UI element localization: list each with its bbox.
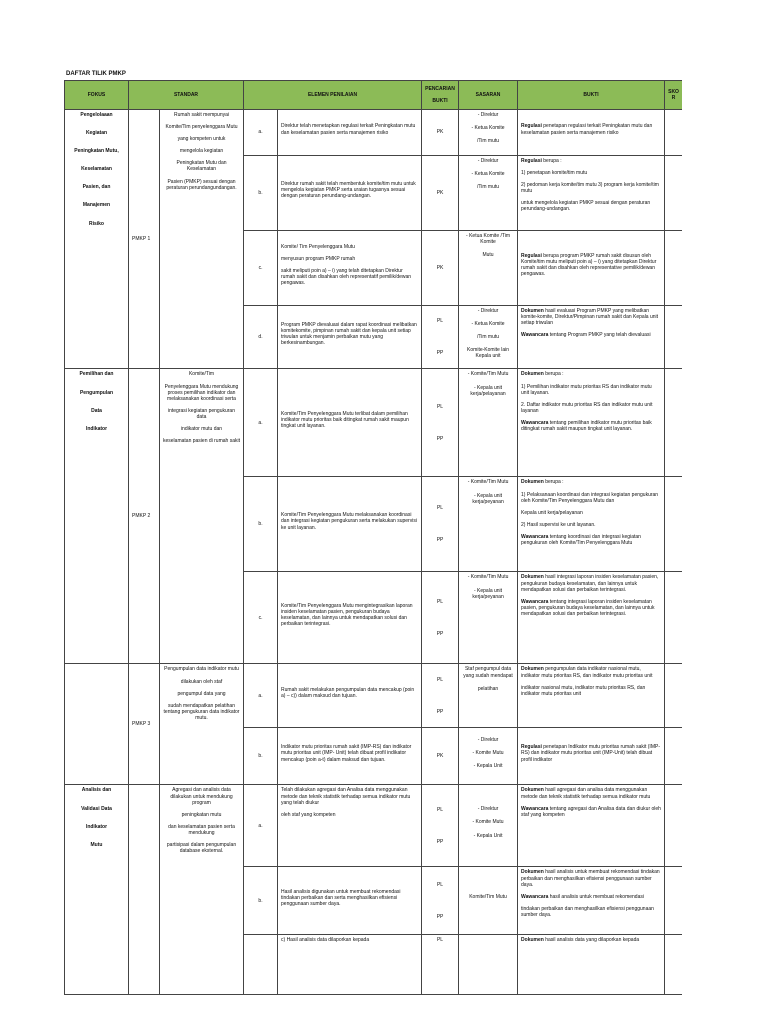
fokus-line: Data bbox=[91, 407, 102, 414]
pencarian-cell bbox=[422, 728, 459, 785]
standar-cell bbox=[160, 110, 244, 369]
fokus-line: Pengelolaaan bbox=[80, 112, 113, 118]
skor-cell[interactable] bbox=[665, 156, 682, 231]
header-pencarian-line2: BUKTI bbox=[432, 98, 448, 104]
bukti-text: hasil evaluasi Program PMKP yang melibatkan komite-komite, Direktur/Pimpinan rumah sakit dan Kepala unit setiap triwulan bbox=[521, 308, 659, 327]
bukti-text: tentang pemilihan indikator mutu prioritas baik ditingkat rumah sakit maupun tingkat unit layanan. bbox=[521, 419, 652, 433]
bukti-keyword: Wawancara bbox=[521, 533, 549, 540]
skor-cell[interactable] bbox=[665, 477, 682, 572]
pmkp-label: PMKP 3 bbox=[129, 664, 160, 785]
fokus-line: Pasien, dan bbox=[82, 184, 111, 191]
row-letter: a. bbox=[244, 785, 278, 867]
pencarian-cell bbox=[422, 369, 459, 477]
standar-cell bbox=[160, 369, 244, 664]
pencarian-code: PL bbox=[436, 806, 444, 813]
bukti-cell bbox=[518, 231, 665, 306]
skor-cell[interactable] bbox=[665, 867, 682, 935]
table-row bbox=[65, 785, 683, 867]
row-letter: b. bbox=[244, 477, 278, 572]
elemen-cell bbox=[278, 369, 422, 477]
bukti-text: hasil analisis untuk membuat rekomendasi bbox=[548, 893, 644, 900]
row-letter: b. bbox=[244, 156, 278, 231]
bukti-paragraph bbox=[521, 420, 661, 432]
sasaran-line: /Tim mutu bbox=[477, 138, 500, 145]
elemen-line: Indikator mutu prioritas rumah sakit (IMP-RS) dan indikator mutu prioritas unit (IMP- Unit) telah dibuat profil indikator mencakup (poin a-t) dalam maksud dan tujuan. bbox=[281, 744, 412, 763]
row-letter: a. bbox=[244, 110, 278, 156]
sasaran-line: - Kepala unit kerja/pelayanan bbox=[470, 384, 506, 397]
sasaran-cell bbox=[459, 110, 518, 156]
fokus-line: Pemilihan dan bbox=[79, 371, 114, 378]
pencarian-code: PP bbox=[436, 838, 444, 845]
bukti-keyword: Dokumen bbox=[521, 479, 544, 486]
table-row bbox=[65, 110, 683, 156]
bukti-text: hasil integrasi laporan insiden keselamatan pasien, pengukuran budaya keselamatan, dan lainnya untuk mendapatkan solusi dan perbaikan terintegrasi. bbox=[521, 574, 659, 593]
row-letter bbox=[244, 935, 278, 995]
pencarian-code: PL bbox=[436, 937, 444, 944]
pencarian-code: PL bbox=[436, 505, 444, 512]
bukti-cell bbox=[518, 572, 665, 664]
elemen-line: Telah dilakukan agregasi dan Analisa data menggunakan metode dan teknik statistik terhadap semua indikator mutu yang telah diukur bbox=[281, 787, 411, 806]
sasaran-line: Mutu bbox=[482, 252, 494, 259]
bukti-paragraph bbox=[521, 744, 661, 762]
row-letter: a. bbox=[244, 369, 278, 477]
pencarian-code: PP bbox=[436, 350, 444, 357]
bukti-text: tentang agregasi dan Analisa data dan diukur oleh staf yang kompeten bbox=[521, 805, 661, 818]
elemen-line: Hasil analisis digunakan untuk membuat rekomendasi tindakan perbaikan dan serta menghasilkan efisiensi penggunaan sumber daya. bbox=[281, 888, 401, 908]
standar-line: keselamatan pasien di rumah sakit bbox=[163, 438, 240, 445]
bukti-text: berupa : bbox=[541, 158, 562, 164]
bukti-paragraph bbox=[521, 666, 661, 678]
pencarian-code: PK bbox=[436, 264, 444, 271]
elemen-cell bbox=[278, 477, 422, 572]
row-letter: b. bbox=[244, 728, 278, 785]
elemen-line: Komite/Tim Penyelenggara Mutu terlibat dalam pemilihan indikator mutu prioritas baik ditingkat rumah sakit maupun tingkat unit layanan. bbox=[281, 410, 409, 430]
bukti-text: pengumpulan data indikator nasional mutu, indikator mutu prioritas RS, dan indikator mutu prioritas unit bbox=[521, 666, 653, 679]
bukti-paragraph bbox=[521, 384, 661, 396]
bukti-paragraph bbox=[521, 170, 661, 176]
fokus-line: Peningkatan Mutu, bbox=[74, 148, 119, 155]
pencarian-code: PK bbox=[436, 129, 444, 136]
bukti-paragraph bbox=[521, 402, 661, 414]
elemen-line: Direktur telah menetapkan regulasi terkait Peningkatan mutu dan keselamatan pasien serta manajemen risiko bbox=[281, 123, 416, 136]
standar-cell bbox=[160, 785, 244, 995]
sasaran-cell bbox=[459, 156, 518, 231]
fokus-line: Manajemen bbox=[82, 202, 111, 209]
bukti-keyword: Regulasi bbox=[521, 123, 542, 130]
pencarian-code: PP bbox=[436, 630, 444, 637]
sasaran-line: - Direktur bbox=[477, 112, 499, 118]
bukti-keyword: Wawancara bbox=[521, 598, 549, 605]
elemen-cell bbox=[278, 785, 422, 867]
sasaran-line: - Komite/Tim Mutu bbox=[467, 574, 509, 581]
bukti-keyword: Wawancara bbox=[521, 893, 549, 900]
standar-line: Rumah sakit mempunyai bbox=[173, 112, 230, 118]
fokus-line: Analisis dan bbox=[81, 787, 112, 794]
pencarian-code: PP bbox=[436, 435, 444, 442]
sasaran-line: - Komite Mutu bbox=[472, 819, 504, 826]
standar-line: Komite/Tim penyelenggara Mutu bbox=[165, 124, 238, 131]
sasaran-cell bbox=[459, 935, 518, 995]
bukti-cell bbox=[518, 935, 665, 995]
bukti-keyword: Wawancara bbox=[521, 805, 549, 812]
row-letter: c. bbox=[244, 572, 278, 664]
header-elemen: ELEMEN PENILAIAN bbox=[244, 81, 422, 110]
pencarian-code: PL bbox=[436, 881, 444, 888]
fokus-cell bbox=[65, 369, 129, 664]
bukti-paragraph bbox=[521, 869, 661, 887]
standar-line: pengumpul data yang bbox=[177, 690, 226, 697]
bukti-keyword: Dokumen bbox=[521, 869, 544, 876]
bukti-text: penetapan regulasi terkait Peningkatan mutu dan keselamatan pasien serta manajemen risiko bbox=[521, 123, 653, 136]
standar-line: Pengumpulan data indikator mutu bbox=[164, 666, 239, 673]
bukti-keyword: Dokumen bbox=[521, 666, 544, 673]
elemen-cell bbox=[278, 572, 422, 664]
bukti-paragraph bbox=[521, 371, 661, 377]
table-body bbox=[65, 110, 683, 995]
standar-line: Penyelenggara Mutu mendukung proses pemilihan indikator dan melaksanakan koordinasi serta bbox=[164, 383, 239, 402]
pencarian-code: PL bbox=[436, 598, 444, 605]
elemen-cell bbox=[278, 231, 422, 306]
pencarian-cell bbox=[422, 231, 459, 306]
skor-cell[interactable] bbox=[665, 728, 682, 785]
bukti-paragraph bbox=[521, 479, 661, 485]
bukti-keyword: Dokumen bbox=[521, 371, 544, 378]
sasaran-line: Komite-Komite lain Kepala unit bbox=[467, 347, 510, 360]
elemen-cell bbox=[278, 110, 422, 156]
bukti-cell bbox=[518, 110, 665, 156]
pencarian-code: PK bbox=[436, 753, 444, 760]
sasaran-line: - Direktur bbox=[477, 736, 499, 743]
bukti-keyword: Dokumen bbox=[521, 937, 544, 944]
header-sasaran: SASARAN bbox=[459, 81, 518, 110]
row-letter: d. bbox=[244, 306, 278, 369]
bukti-paragraph bbox=[521, 574, 661, 592]
header-pencarian-line1: PENCARIAN bbox=[425, 85, 455, 92]
bukti-paragraph bbox=[521, 534, 661, 546]
fokus-cell bbox=[65, 664, 129, 785]
skor-cell[interactable] bbox=[665, 935, 682, 995]
sasaran-cell bbox=[459, 231, 518, 306]
bukti-paragraph bbox=[521, 894, 661, 900]
fokus-line: Kegiatan bbox=[85, 130, 108, 137]
bukti-paragraph bbox=[521, 308, 661, 326]
elemen-line: Komite/Tim Penyelenggara Mutu melaksanakan koordinasi dan integrasi kegiatan pengukuran serta melakukan supervisi ke unit layanan. bbox=[281, 512, 417, 531]
header-fokus: FOKUS bbox=[65, 81, 129, 110]
sasaran-line: - Direktur bbox=[477, 308, 499, 314]
sasaran-line: /Tim mutu bbox=[477, 334, 500, 341]
checklist-table bbox=[64, 80, 682, 995]
standar-line: integrasi kegiatan pengukuran data bbox=[168, 407, 235, 420]
sasaran-cell bbox=[459, 664, 518, 728]
bukti-text: 2) pedoman kerja komite/tim mutu 3) program kerja komite/tim mutu bbox=[521, 182, 659, 195]
standar-line: dilakukan oleh staf bbox=[180, 678, 223, 685]
bukti-keyword: Wawancara bbox=[521, 332, 549, 339]
fokus-line: Risiko bbox=[88, 220, 104, 227]
header-skor: SKOR bbox=[665, 81, 682, 110]
pencarian-code: PK bbox=[436, 189, 444, 196]
sasaran-cell bbox=[459, 477, 518, 572]
bukti-paragraph bbox=[521, 522, 661, 528]
sasaran-line: - Kepala Unit bbox=[473, 763, 503, 770]
bukti-text: berupa : bbox=[543, 479, 564, 486]
sasaran-cell bbox=[459, 572, 518, 664]
standar-line: Komite/Tim bbox=[188, 371, 215, 378]
sasaran-line: /Tim mutu bbox=[477, 184, 500, 191]
bukti-text: berupa program PMKP rumah sakit disusun oleh Komite/tim mutu meliputi poin a) – i) yang ditetapkan Direktur rumah sakit dan disahkan oleh representative pemilik/dewan pengawas. bbox=[521, 252, 657, 278]
pencarian-cell bbox=[422, 572, 459, 664]
bukti-cell bbox=[518, 369, 665, 477]
skor-cell[interactable] bbox=[665, 572, 682, 664]
row-letter: c. bbox=[244, 231, 278, 306]
fokus-line: Mutu bbox=[90, 841, 103, 848]
bukti-text: 2. Daftar indikator mutu prioritas RS dan indikator mutu unit layanan bbox=[521, 401, 653, 414]
checklist-table-wrapper bbox=[64, 80, 682, 1024]
header-standar: STANDAR bbox=[129, 81, 244, 110]
sasaran-line: - Kepala unit kerja/peyanan bbox=[472, 587, 504, 600]
elemen-line: Komite/ Tim Penyelenggara Mutu bbox=[281, 243, 355, 250]
bukti-paragraph bbox=[521, 685, 661, 697]
skor-cell[interactable] bbox=[665, 231, 682, 306]
fokus-cell bbox=[65, 110, 129, 369]
bukti-text: 1) Pelaksanaan koordinasi dan integrasi kegiatan pengukuran oleh Komite/Tim Penyelenggara Mutu dan bbox=[521, 491, 659, 504]
pencarian-code: PP bbox=[436, 537, 444, 544]
sasaran-line: - Ketua Komite bbox=[471, 125, 505, 132]
sasaran-line: - Ketua Komite bbox=[471, 321, 505, 328]
elemen-cell bbox=[278, 728, 422, 785]
bukti-paragraph bbox=[521, 787, 661, 799]
elemen-line: sakit meliputi poin a) – i) yang telah ditetapkan Direktur rumah sakit dan disahkan oleh representatif pemilik/dewan pengawas. bbox=[281, 267, 412, 287]
bukti-keyword: Regulasi bbox=[521, 744, 542, 751]
pencarian-code: PP bbox=[436, 913, 444, 920]
sasaran-line: - Kepala unit kerja/peyanan bbox=[472, 492, 504, 505]
sasaran-line: Staf pengumpul data yang sudah mendapat bbox=[463, 666, 513, 679]
elemen-line: Komite/Tim Penyelenggara Mutu mengintegrasikan laporan insiden keselamatan pasien, pengukuran budaya keselamatan, dan lainnya untuk mendapatkan solusi dan perbaikan terintegrasi. bbox=[281, 602, 413, 628]
sasaran-cell bbox=[459, 785, 518, 867]
skor-cell[interactable] bbox=[665, 369, 682, 477]
fokus-line: Keselamatan bbox=[81, 166, 112, 173]
standar-line: Agregasi dan analisis data dilakukan untuk mendukung program bbox=[170, 787, 233, 806]
header-bukti: BUKTI bbox=[518, 81, 665, 110]
elemen-line: Direktur rumah sakit telah membentuk komite/tim mutu untuk mengelola kegiatan PMKP serta uraian tugasnya sesuai dengan peraturan perundang-undangan. bbox=[281, 180, 416, 200]
pencarian-code: PP bbox=[436, 708, 444, 715]
bukti-paragraph bbox=[521, 510, 661, 516]
standar-line: sudah mendapatkan pelatihan tentang pengukuran data indikator mutu. bbox=[163, 702, 240, 721]
header-row bbox=[65, 81, 683, 110]
pencarian-code: PL bbox=[436, 676, 444, 683]
bukti-paragraph bbox=[521, 332, 661, 338]
sasaran-line: - Komite/Tim Mutu bbox=[467, 479, 509, 486]
bukti-cell bbox=[518, 785, 665, 867]
sasaran-line: - Direktur bbox=[477, 806, 499, 813]
standar-cell bbox=[160, 664, 244, 785]
pencarian-code: PL bbox=[436, 403, 444, 410]
bukti-text: berupa : bbox=[543, 371, 564, 378]
sasaran-line: - Kepala Unit bbox=[473, 832, 503, 839]
bukti-cell bbox=[518, 477, 665, 572]
document-title: DAFTAR TILIK PMKP bbox=[66, 71, 126, 77]
elemen-cell bbox=[278, 156, 422, 231]
elemen-line: c) Hasil analisis data dilaporkan kepada bbox=[281, 937, 370, 944]
bukti-text: hasil analisis data yang dilaporkan kepada bbox=[543, 937, 640, 944]
sasaran-line: Komite/Tim Mutu bbox=[469, 894, 507, 901]
standar-line: indikator mutu dan bbox=[180, 426, 223, 433]
bukti-keyword: Wawancara bbox=[521, 419, 549, 426]
fokus-cell bbox=[65, 785, 129, 995]
bukti-text: untuk mengelola kegiatan PMKP sesuai dengan peraturan perundang-undangan. bbox=[521, 200, 651, 213]
bukti-paragraph bbox=[521, 492, 661, 504]
pencarian-cell bbox=[422, 785, 459, 867]
sasaran-line: - Komite Mutu bbox=[472, 749, 504, 756]
bukti-cell bbox=[518, 664, 665, 728]
sasaran-cell bbox=[459, 728, 518, 785]
standar-line: yang kompeten untuk bbox=[177, 136, 226, 143]
pencarian-cell bbox=[422, 477, 459, 572]
elemen-cell bbox=[278, 306, 422, 369]
bukti-keyword: Dokumen bbox=[521, 787, 544, 794]
standar-line: partisipasi dalam pengumpulan database eksternal. bbox=[166, 842, 237, 855]
fokus-line: Indikator bbox=[85, 425, 108, 432]
fokus-line: Pengumpulan bbox=[79, 389, 114, 396]
sasaran-line: - Komite/Tim Mutu bbox=[467, 371, 509, 378]
pmkp-label: PMKP 1 bbox=[129, 110, 160, 369]
skor-cell[interactable] bbox=[665, 306, 682, 369]
bukti-paragraph bbox=[521, 200, 661, 212]
standar-line: peningkatan mutu bbox=[181, 811, 222, 818]
bukti-keyword: Regulasi bbox=[521, 158, 542, 164]
bukti-text: hasil analisis untuk membuat rekomendasi tindakan perbaikan dan menghasilkan efisiensi penggunaan sumber daya. bbox=[521, 869, 660, 888]
elemen-line: menyusun program PMKP rumah bbox=[281, 255, 356, 262]
sasaran-cell bbox=[459, 867, 518, 935]
elemen-cell bbox=[278, 935, 422, 995]
bukti-keyword: Regulasi bbox=[521, 252, 542, 259]
pencarian-cell bbox=[422, 935, 459, 995]
standar-line: Pasien (PMKP) sesuai dengan peraturan perundangundangan. bbox=[166, 178, 237, 191]
bukti-text: tentang koordinasi dan integrasi kegiatan pengukuran oleh Komite/Tim Penyelenggara Mutu bbox=[521, 533, 641, 547]
fokus-line: Validasi Data bbox=[81, 805, 112, 812]
bukti-text: 2) Hasil supervisi ke unit layanan. bbox=[521, 521, 596, 528]
skor-cell[interactable] bbox=[665, 110, 682, 156]
bukti-cell bbox=[518, 306, 665, 369]
standar-line: mengelola kegiatan bbox=[179, 148, 224, 155]
bukti-cell bbox=[518, 728, 665, 785]
bukti-paragraph bbox=[521, 806, 661, 818]
elemen-cell bbox=[278, 867, 422, 935]
pmkp-label bbox=[129, 785, 160, 995]
bukti-paragraph bbox=[521, 599, 661, 617]
elemen-line: oleh staf yang kompeten bbox=[281, 811, 336, 818]
bukti-text: hasil agregasi dan analisa data menggunakan metode dan teknik statistik terhadap semua indikator mutu bbox=[521, 787, 651, 800]
sasaran-cell bbox=[459, 306, 518, 369]
bukti-paragraph bbox=[521, 182, 661, 194]
skor-cell[interactable] bbox=[665, 664, 682, 728]
pencarian-cell bbox=[422, 867, 459, 935]
table-row bbox=[65, 664, 683, 728]
bukti-keyword: Dokumen bbox=[521, 574, 544, 581]
bukti-text: penetapan Indikator mutu prioritas rumah sakit (IMP-RS) dan indikator mutu prioritas unit (IMP-Unit) telah dibuat profil indikator bbox=[521, 744, 660, 763]
sasaran-line: pelatihan bbox=[477, 685, 499, 692]
bukti-text: tentang integrasi laporan insiden keselamatan pasien, pengukuran budaya keselamatan, dan lainnya untuk mendapatkan solusi dan perbaikan terintegrasi. bbox=[521, 598, 655, 617]
bukti-cell bbox=[518, 867, 665, 935]
bukti-paragraph bbox=[521, 158, 661, 164]
row-letter: b. bbox=[244, 867, 278, 935]
pencarian-code: PL bbox=[436, 318, 444, 325]
sasaran-line: - Direktur bbox=[477, 158, 499, 164]
bukti-text: indikator nasional mutu, indikator mutu prioritas RS, dan indikator mutu prioritas unit bbox=[521, 684, 646, 697]
pencarian-cell bbox=[422, 156, 459, 231]
bukti-cell bbox=[518, 156, 665, 231]
bukti-keyword: Dokumen bbox=[521, 308, 544, 314]
pencarian-cell bbox=[422, 110, 459, 156]
elemen-line: Program PMKP dievaluasi dalam rapat koordinasi melibatkan komitekomite, pimpinan rumah sakit dan kepala unit setiap triwulan untuk menjamin perbaikan mutu yang berkesinambungan. bbox=[281, 322, 417, 347]
sasaran-cell bbox=[459, 369, 518, 477]
bukti-paragraph bbox=[521, 253, 661, 277]
header-pencarian-bukti bbox=[422, 81, 459, 110]
bukti-paragraph bbox=[521, 906, 661, 918]
pmkp-label: PMKP 2 bbox=[129, 369, 160, 664]
row-letter: a. bbox=[244, 664, 278, 728]
elemen-line: Rumah sakit melakukan pengumpulan data mencakup (poin a) – c)) dalam maksud dan tujuan. bbox=[281, 686, 415, 699]
bukti-text: 1) Pemilihan indikator mutu prioritas RS dan indikator mutu unit layanan. bbox=[521, 383, 652, 396]
elemen-cell bbox=[278, 664, 422, 728]
bukti-paragraph bbox=[521, 123, 661, 135]
bukti-paragraph bbox=[521, 937, 661, 943]
standar-line: Peningkatan Mutu dan Keselamatan bbox=[176, 160, 227, 173]
bukti-text: Kepala unit kerja/pelayanan bbox=[521, 509, 583, 516]
skor-cell[interactable] bbox=[665, 785, 682, 867]
bukti-text: tentang Program PMKP yang telah dievaluasi bbox=[548, 332, 651, 339]
bukti-text: 1) penetapan komite/tim mutu bbox=[521, 170, 588, 177]
pencarian-cell bbox=[422, 306, 459, 369]
standar-line: dan keselamatan pasien serta mendukung bbox=[168, 823, 235, 836]
bukti-text: tindakan perbaikan dan menghasilkan efisiensi penggunaan sumber daya. bbox=[521, 905, 654, 918]
fokus-line: Indikator bbox=[85, 823, 108, 830]
sasaran-line: - Ketua Komite /Tim Komite bbox=[466, 233, 511, 246]
pencarian-cell bbox=[422, 664, 459, 728]
sasaran-line: - Ketua Komite bbox=[471, 171, 505, 178]
table-row bbox=[65, 369, 683, 477]
